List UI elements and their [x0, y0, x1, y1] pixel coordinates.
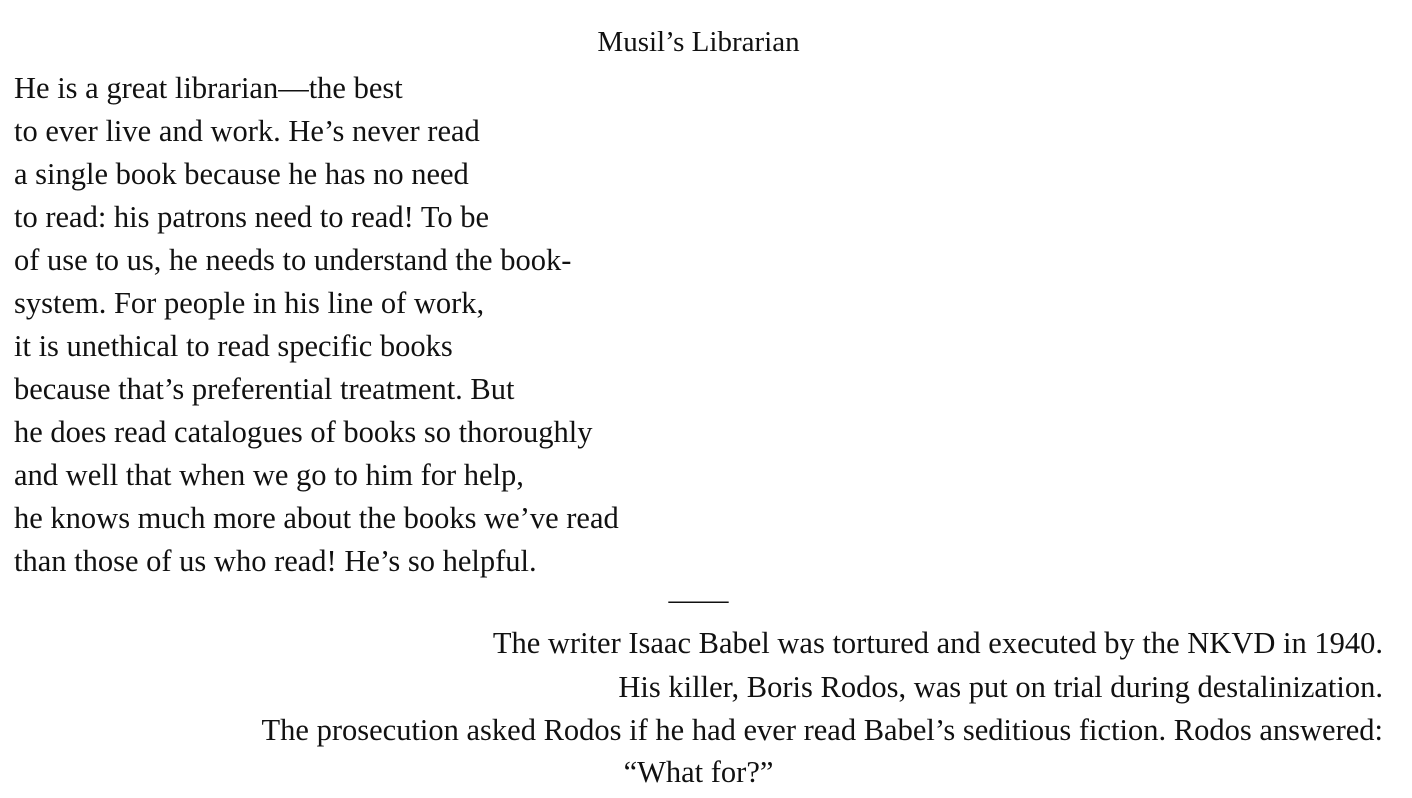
poem-title: Musil’s Librarian: [597, 26, 800, 58]
poem-line: it is unethical to read specific books: [14, 329, 453, 363]
note-line: The prosecution asked Rodos if he had ever read Babel’s seditious fiction. Rodos answered:: [261, 713, 1383, 747]
poem-line: to ever live and work. He’s never read: [14, 114, 480, 148]
note-line: His killer, Boris Rodos, was put on trial during destalinization.: [618, 669, 1383, 704]
poem-line: He is a great librarian—the best: [14, 71, 403, 105]
poem-body: [14, 67, 619, 583]
historical-note: [262, 622, 1383, 753]
poem-line: he knows much more about the books we’ve read: [14, 501, 619, 535]
final-quote: “What for?”: [623, 755, 774, 789]
poem-line: a single book because he has no need: [14, 157, 469, 191]
section-separator: ——: [668, 583, 729, 616]
poem-line: of use to us, he needs to understand the book-: [14, 243, 572, 277]
poem-line: to read: his patrons need to read! To be: [14, 200, 489, 234]
poem-line: he does read catalogues of books so thoroughly: [14, 415, 593, 449]
poem-line: than those of us who read! He’s so helpful.: [14, 544, 537, 578]
poem-line: because that’s preferential treatment. But: [14, 372, 515, 406]
poem-line: system. For people in his line of work,: [14, 286, 485, 320]
note-line: The writer Isaac Babel was tortured and executed by the NKVD in 1940.: [492, 626, 1383, 660]
poem-line: and well that when we go to him for help,: [14, 458, 524, 492]
